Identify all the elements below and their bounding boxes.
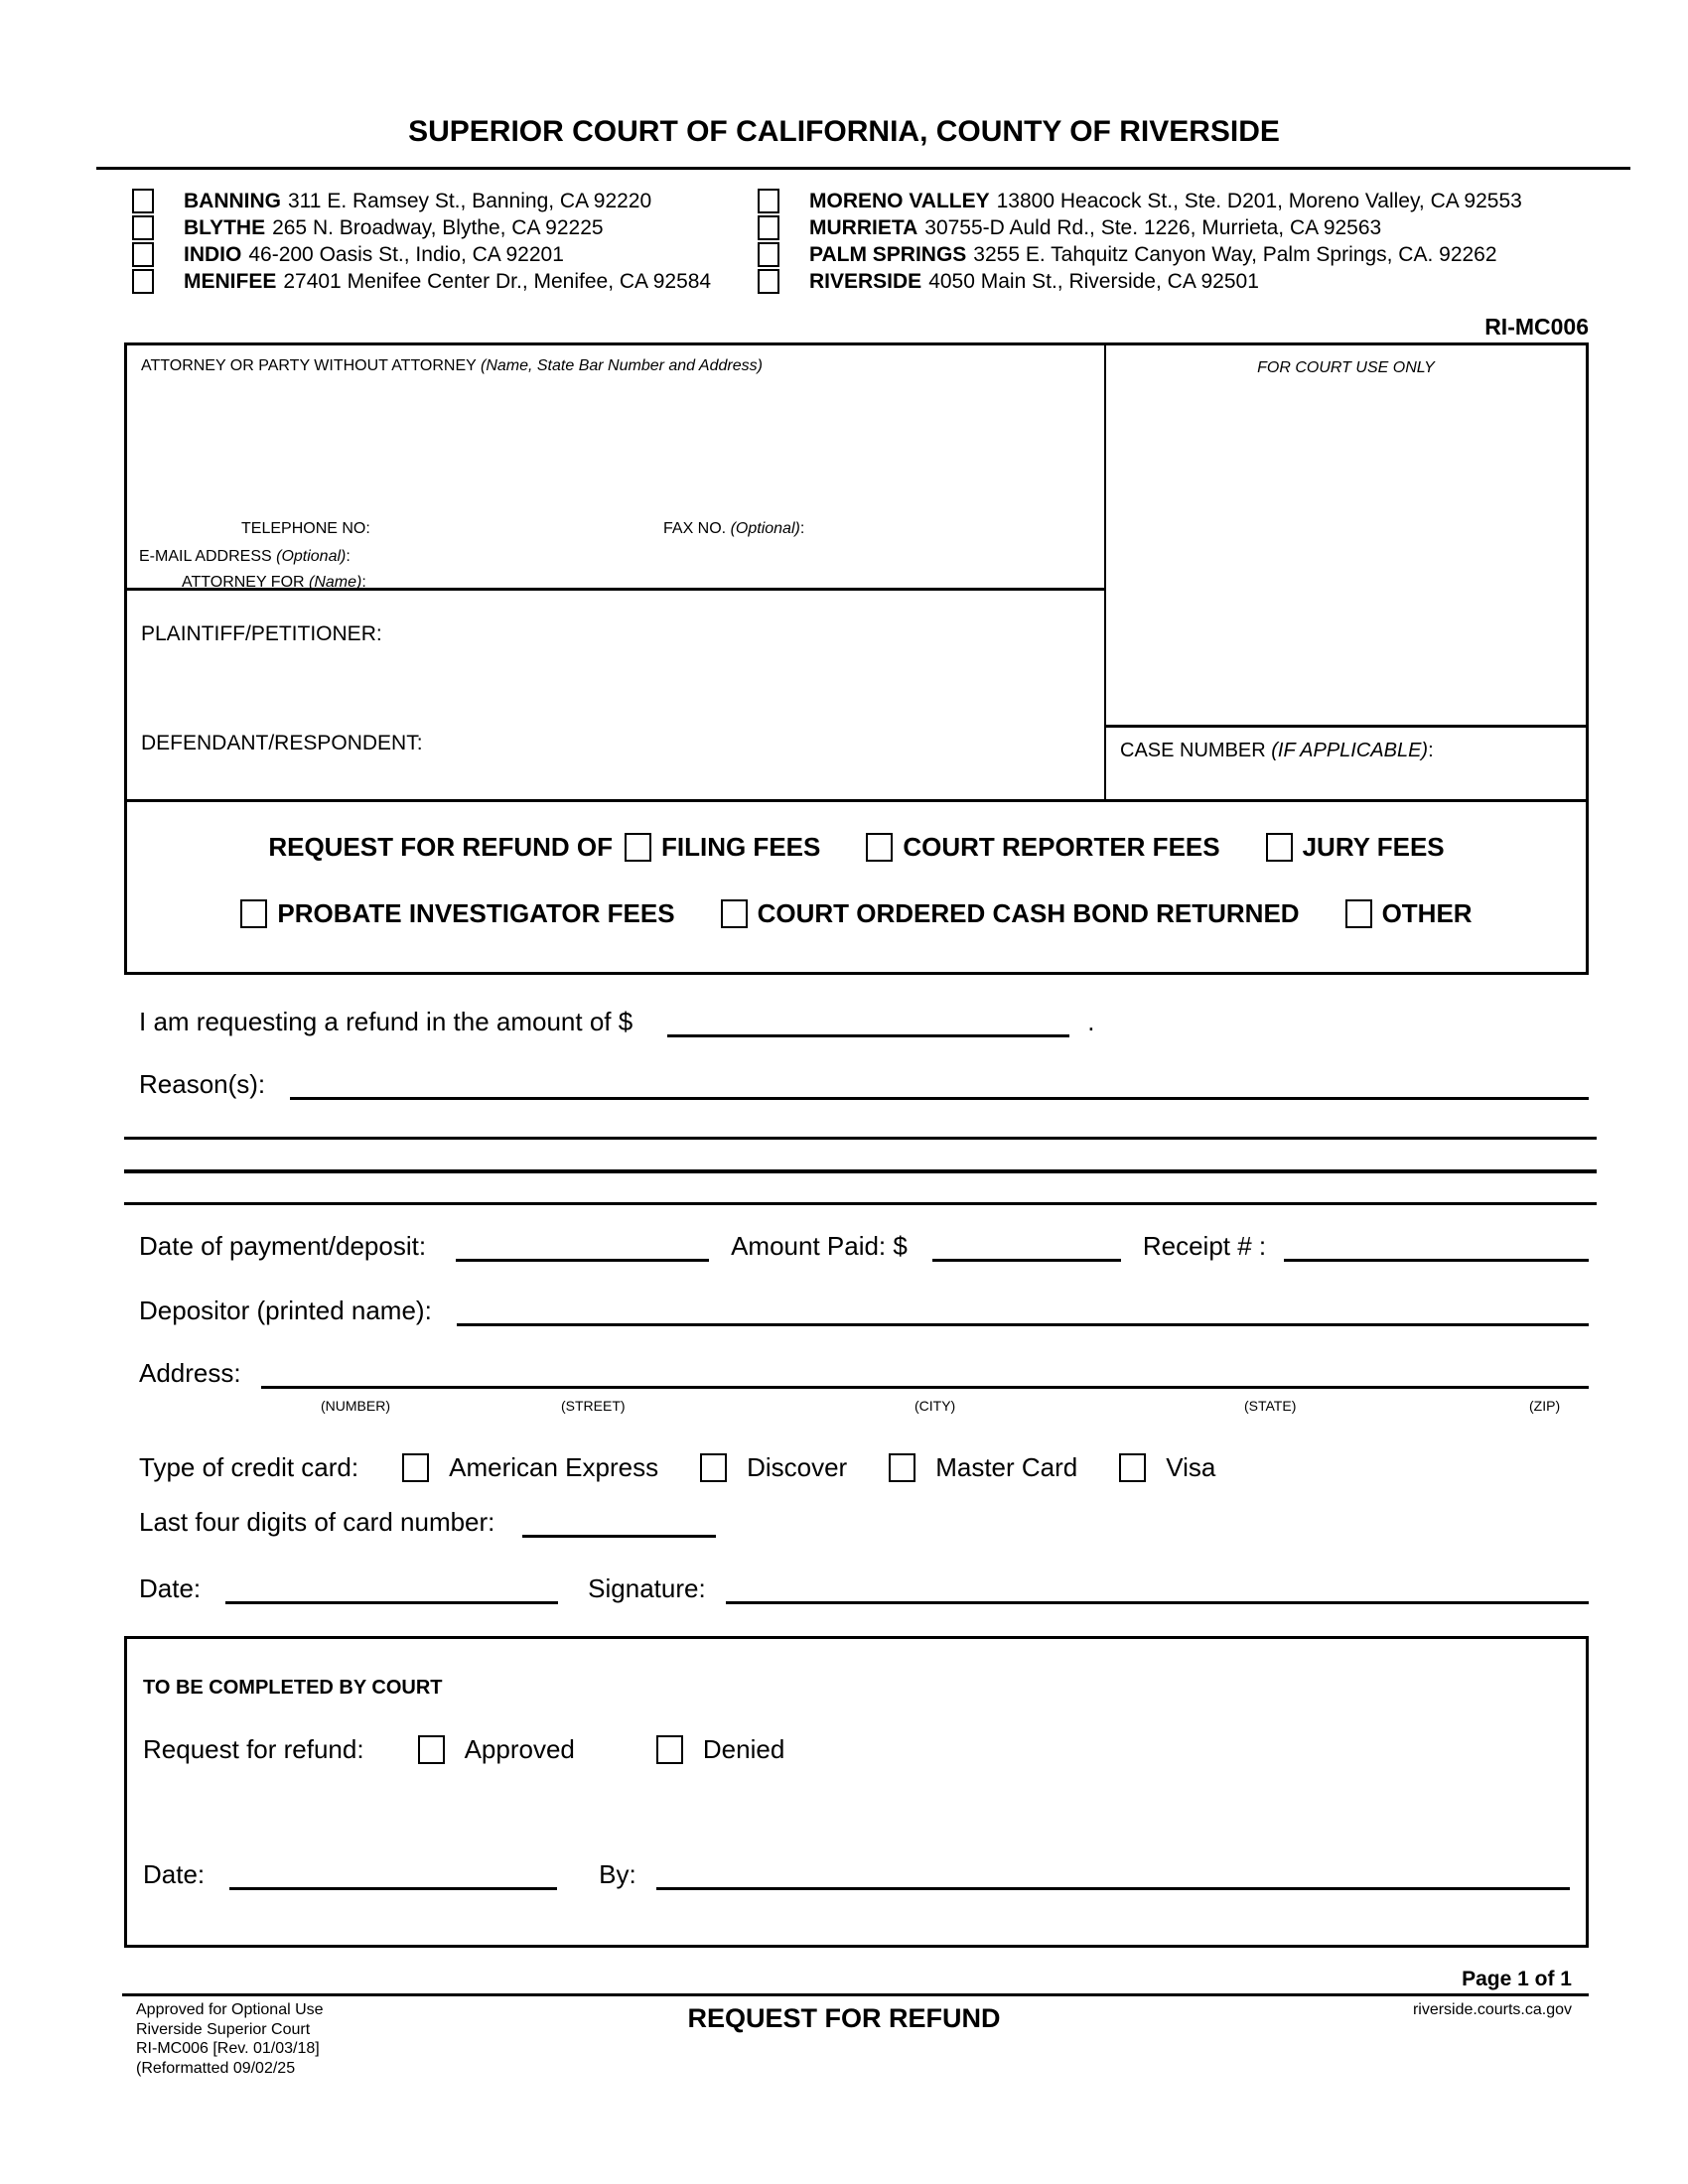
amount-paid-label: Amount Paid: $: [731, 1231, 908, 1261]
attorney-for-label: ATTORNEY FOR (Name):: [182, 574, 366, 591]
depositor-name-line[interactable]: [457, 1323, 1589, 1326]
refund-type-row-1: [127, 832, 1586, 863]
court-date-line[interactable]: [229, 1887, 557, 1890]
footer-court-line: Riverside Superior Court: [136, 2020, 311, 2038]
branch-row-riverside: [758, 268, 1522, 295]
filing-fees-label: FILING FEES: [661, 832, 821, 862]
last-four-label: Last four digits of card number:: [139, 1507, 495, 1537]
credit-card-label: Type of credit card:: [139, 1452, 359, 1482]
amount-period: .: [1087, 1007, 1095, 1036]
branch-list-left: [132, 188, 711, 295]
request-for-refund-label: Request for refund:: [143, 1734, 364, 1764]
american-express-label: American Express: [449, 1452, 659, 1482]
court-section-title: TO BE COMPLETED BY COURT: [143, 1677, 443, 1699]
jury-fees-label: JURY FEES: [1302, 832, 1445, 862]
branch-name: MURRIETA: [809, 215, 918, 239]
case-number-label: CASE NUMBER (IF APPLICABLE):: [1120, 740, 1434, 761]
court-by-line[interactable]: [656, 1887, 1570, 1890]
footer-revision-line: RI-MC006 [Rev. 01/03/18]: [136, 2040, 320, 2057]
last-four-line[interactable]: [522, 1535, 716, 1538]
checkbox-american-express[interactable]: [402, 1453, 429, 1482]
branch-address: 4050 Main St., Riverside, CA 92501: [928, 269, 1259, 293]
credit-card-row: [139, 1452, 1215, 1483]
branch-row-indio: [132, 241, 711, 268]
approved-label: Approved: [464, 1734, 575, 1764]
payment-row: [139, 1231, 1589, 1262]
caption-box: [124, 342, 1589, 975]
court-date-label: Date:: [143, 1859, 206, 1889]
footer-reformatted-line: (Reformatted 09/02/25: [136, 2059, 296, 2077]
court-reporter-fees-label: COURT REPORTER FEES: [903, 832, 1220, 862]
branch-address: 46-200 Oasis St., Indio, CA 92201: [248, 242, 564, 266]
payment-date-label: Date of payment/deposit:: [139, 1231, 427, 1261]
checkbox-court-reporter-fees[interactable]: [866, 833, 893, 862]
address-sublabel-street: (STREET): [561, 1398, 626, 1414]
checkbox-menifee[interactable]: [132, 269, 154, 294]
checkbox-master-card[interactable]: [889, 1453, 915, 1482]
branch-address: 3255 E. Tahquitz Canyon Way, Palm Springs, CA. 92262: [973, 242, 1497, 266]
depositor-label: Depositor (printed name):: [139, 1296, 432, 1325]
amount-label: I am requesting a refund in the amount of $: [139, 1007, 633, 1036]
branch-name: INDIO: [184, 242, 242, 266]
court-by-label: By:: [599, 1859, 636, 1889]
checkbox-visa[interactable]: [1119, 1453, 1146, 1482]
branch-address: 13800 Heacock St., Ste. D201, Moreno Valley, CA 92553: [996, 189, 1522, 212]
signature-label: Signature:: [588, 1573, 706, 1603]
footer-rule: [122, 1993, 1589, 1996]
court-request-row: [143, 1734, 784, 1765]
branch-address: 311 E. Ramsey St., Banning, CA 92220: [288, 189, 652, 212]
branch-name: MORENO VALLEY: [809, 189, 990, 212]
probate-investigator-fees-label: PROBATE INVESTIGATOR FEES: [277, 898, 675, 928]
branch-row-blythe: [132, 214, 711, 241]
branch-name: BANNING: [184, 189, 281, 212]
checkbox-denied[interactable]: [656, 1735, 683, 1764]
signature-line[interactable]: [726, 1601, 1589, 1604]
attorney-box[interactable]: [127, 345, 1104, 591]
refund-type-row-2: [127, 898, 1586, 929]
court-use-box: [1106, 345, 1586, 725]
depositor-row: [139, 1296, 1589, 1326]
checkbox-palm-springs[interactable]: [758, 242, 779, 267]
case-number-box[interactable]: [1106, 725, 1586, 799]
visa-label: Visa: [1166, 1452, 1216, 1482]
page-number: Page 1 of 1: [1462, 1968, 1572, 1990]
checkbox-banning[interactable]: [132, 189, 154, 213]
cash-bond-returned-label: COURT ORDERED CASH BOND RETURNED: [757, 898, 1300, 928]
address-sublabel-city: (CITY): [914, 1398, 956, 1414]
denied-label: Denied: [702, 1734, 785, 1764]
receipt-label: Receipt # :: [1142, 1231, 1267, 1261]
form-number: RI-MC006: [1484, 314, 1589, 340]
branch-row-banning: [132, 188, 711, 214]
header-rule: [96, 167, 1630, 170]
address-line[interactable]: [261, 1386, 1589, 1389]
date-line[interactable]: [225, 1601, 558, 1604]
checkbox-discover[interactable]: [700, 1453, 727, 1482]
court-section-box: [124, 1636, 1589, 1948]
branch-row-palm-springs: [758, 241, 1522, 268]
plaintiff-label: PLAINTIFF/PETITIONER:: [141, 622, 382, 645]
footer-form-title: REQUEST FOR REFUND: [687, 2003, 1001, 2033]
branch-address: 265 N. Broadway, Blythe, CA 92225: [272, 215, 604, 239]
branch-address: 27401 Menifee Center Dr., Menifee, CA 92584: [283, 269, 712, 293]
branch-name: BLYTHE: [184, 215, 266, 239]
checkbox-jury-fees[interactable]: [1266, 833, 1293, 862]
reasons-row: [139, 1069, 1589, 1100]
branch-name: RIVERSIDE: [809, 269, 922, 293]
checkbox-approved[interactable]: [418, 1735, 445, 1764]
branch-address: 30755-D Auld Rd., Ste. 1226, Murrieta, CA 92563: [924, 215, 1382, 239]
branch-row-murrieta: [758, 214, 1522, 241]
fax-label: FAX NO. (Optional):: [663, 520, 805, 537]
branch-name: MENIFEE: [184, 269, 277, 293]
branch-name: PALM SPRINGS: [809, 242, 967, 266]
amount-row: [139, 1007, 1589, 1037]
footer-approval-line: Approved for Optional Use: [136, 2001, 324, 2018]
address-sublabel-state: (STATE): [1244, 1398, 1297, 1414]
checkbox-murrieta[interactable]: [758, 215, 779, 240]
court-use-label: FOR COURT USE ONLY: [1257, 359, 1435, 376]
checkbox-moreno-valley[interactable]: [758, 189, 779, 213]
branch-row-menifee: [132, 268, 711, 295]
checkbox-indio[interactable]: [132, 242, 154, 267]
checkbox-blythe[interactable]: [132, 215, 154, 240]
amount-paid-line[interactable]: [932, 1259, 1121, 1262]
reasons-label: Reason(s):: [139, 1069, 266, 1099]
master-card-label: Master Card: [935, 1452, 1078, 1482]
reasons-line-1[interactable]: [290, 1097, 1589, 1100]
refund-type-section: [127, 799, 1586, 972]
reasons-line-4[interactable]: [124, 1202, 1597, 1205]
date-label: Date:: [139, 1573, 202, 1603]
receipt-number-line[interactable]: [1284, 1259, 1589, 1262]
court-date-by-row: [143, 1859, 1570, 1890]
party-box[interactable]: [127, 591, 1104, 799]
attorney-label: ATTORNEY OR PARTY WITHOUT ATTORNEY (Name, State Bar Number and Address): [141, 357, 763, 374]
payment-date-line[interactable]: [456, 1259, 709, 1262]
discover-label: Discover: [747, 1452, 848, 1482]
footer-website: riverside.courts.ca.gov: [1412, 2001, 1572, 2018]
checkbox-probate-investigator-fees[interactable]: [240, 899, 267, 928]
date-signature-row: [139, 1573, 1589, 1604]
other-label: OTHER: [1381, 898, 1473, 928]
refund-lead-label: REQUEST FOR REFUND OF: [268, 832, 613, 862]
checkbox-filing-fees[interactable]: [625, 833, 651, 862]
address-sublabel-number: (NUMBER): [321, 1398, 390, 1414]
address-row: [139, 1358, 1589, 1389]
address-sublabel-zip: (ZIP): [1529, 1398, 1561, 1414]
last-four-row: [139, 1507, 716, 1538]
email-label: E-MAIL ADDRESS (Optional):: [139, 548, 351, 565]
branch-list-right: [758, 188, 1522, 295]
checkbox-cash-bond-returned[interactable]: [721, 899, 748, 928]
page-title: SUPERIOR COURT OF CALIFORNIA, COUNTY OF RIVERSIDE: [408, 115, 1280, 148]
branch-row-moreno-valley: [758, 188, 1522, 214]
telephone-label: TELEPHONE NO:: [241, 520, 370, 537]
defendant-label: DEFENDANT/RESPONDENT:: [141, 732, 423, 754]
reasons-line-3[interactable]: [124, 1169, 1597, 1173]
reasons-line-2[interactable]: [124, 1137, 1597, 1140]
checkbox-riverside[interactable]: [758, 269, 779, 294]
checkbox-other[interactable]: [1345, 899, 1372, 928]
amount-input-line[interactable]: [667, 1034, 1069, 1037]
address-label: Address:: [139, 1358, 241, 1388]
